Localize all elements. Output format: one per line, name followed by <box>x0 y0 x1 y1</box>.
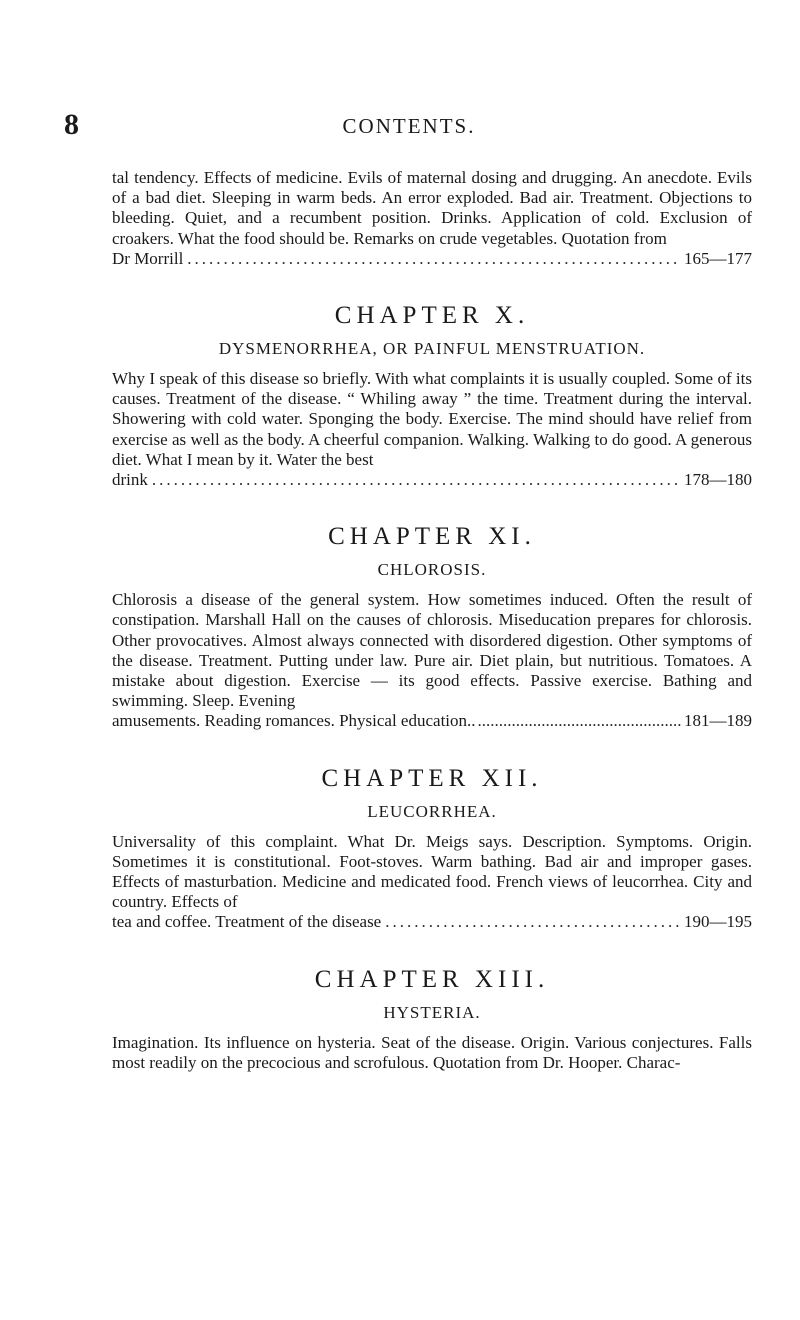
dot-leader <box>385 912 680 932</box>
chapter-subtitle: DYSMENORRHEA, OR PAINFUL MENSTRUATION. <box>218 339 646 359</box>
chapter-summary: Chlorosis a disease of the general system. How sometimes induced. Often the result of constipation. Marshall Hall on the causes of chlorosis. Miseducation prepares for chlorosis. Other provocatives. Almost always connected with disordered digestion. Other symptoms of the disease. Treatment. Putting under law. Pure air. Diet plain, but nutritious. Tomatoes. A mistake about digestion. Exercise — its good effects. Passive exercise. Bathing and swimming. Sleep. Evening <box>112 590 752 711</box>
chapter-tail-line <box>112 912 752 932</box>
dot-leader <box>187 249 680 269</box>
chapter-subtitle: CHLOROSIS. <box>377 560 487 580</box>
contents-body <box>112 168 752 1073</box>
chapter-tail: tea and coffee. Treatment of the disease <box>112 912 382 932</box>
chapter-subtitle: LEUCORRHEA. <box>367 801 497 821</box>
page-number: 8 <box>64 108 79 141</box>
page-range: 165—177 <box>684 248 752 268</box>
continuation-entry <box>112 168 752 269</box>
chapter-summary: Imagination. Its influence on hysteria. Seat of the disease. Origin. Various conjectures. Falls most readily on the precocious and scrofulous. Quotation from Dr. Hooper. Charac- <box>112 1032 752 1072</box>
page-range: 190—195 <box>684 912 752 932</box>
chapter-xiii <box>112 965 752 1073</box>
page-range: 181—189 <box>684 711 752 731</box>
chapter-tail: drink <box>112 470 148 490</box>
chapter-heading: CHAPTER XI. <box>328 523 536 551</box>
chapter-heading: CHAPTER XII. <box>321 764 543 792</box>
chapter-tail-line <box>112 711 752 731</box>
page-range: 178—180 <box>684 470 752 490</box>
chapter-heading: CHAPTER X. <box>334 302 530 330</box>
dot-leader <box>152 470 680 490</box>
page-header <box>64 108 754 142</box>
chapter-subtitle: HYSTERIA. <box>383 1002 481 1022</box>
chapter-xi <box>112 522 752 731</box>
chapter-heading: CHAPTER XIII. <box>314 965 550 993</box>
entry-tail: Dr Morrill <box>112 248 184 268</box>
chapter-summary: Universality of this complaint. What Dr. Meigs says. Description. Symptoms. Origin. Sometimes it is constitutional. Foot-stoves. Warm bathing. Bad air and improper gases. Effects of masturbation. Medicine and medicated food. French views of leucorrhea. City and country. Effects of <box>112 831 752 912</box>
chapter-xii <box>112 764 752 933</box>
chapter-x <box>112 301 752 490</box>
chapter-summary: Why I speak of this disease so briefly. With what complaints it is usually coupled. Some of its causes. Treatment of the disease. “ Whiling away ” the time. Treatment during the interval. Showering with cold water. Sponging the body. Exercise. The mind should have relief from exercise as well as the body. A cheerful companion. Walking. Walking to do good. A generous diet. What I mean by it. Water the best <box>112 369 752 469</box>
dot-leader <box>478 711 682 731</box>
chapter-tail-line <box>112 470 752 490</box>
chapter-tail: amusements. Reading romances. Physical education.. <box>112 711 476 731</box>
entry-tail-line <box>112 249 752 269</box>
running-head: CONTENTS. <box>342 114 476 138</box>
entry-text: tal tendency. Effects of medicine. Evils of maternal dosing and drugging. An anecdote. Evils of a bad diet. Sleeping in warm beds. An error exploded. Bad air. Treatment. Objections to bleeding. Quiet, and a recumbent position. Drinks. Application of cold. Exclusion of croakers. What the food should be. Remarks on crude vegetables. Quotation from <box>112 168 752 248</box>
